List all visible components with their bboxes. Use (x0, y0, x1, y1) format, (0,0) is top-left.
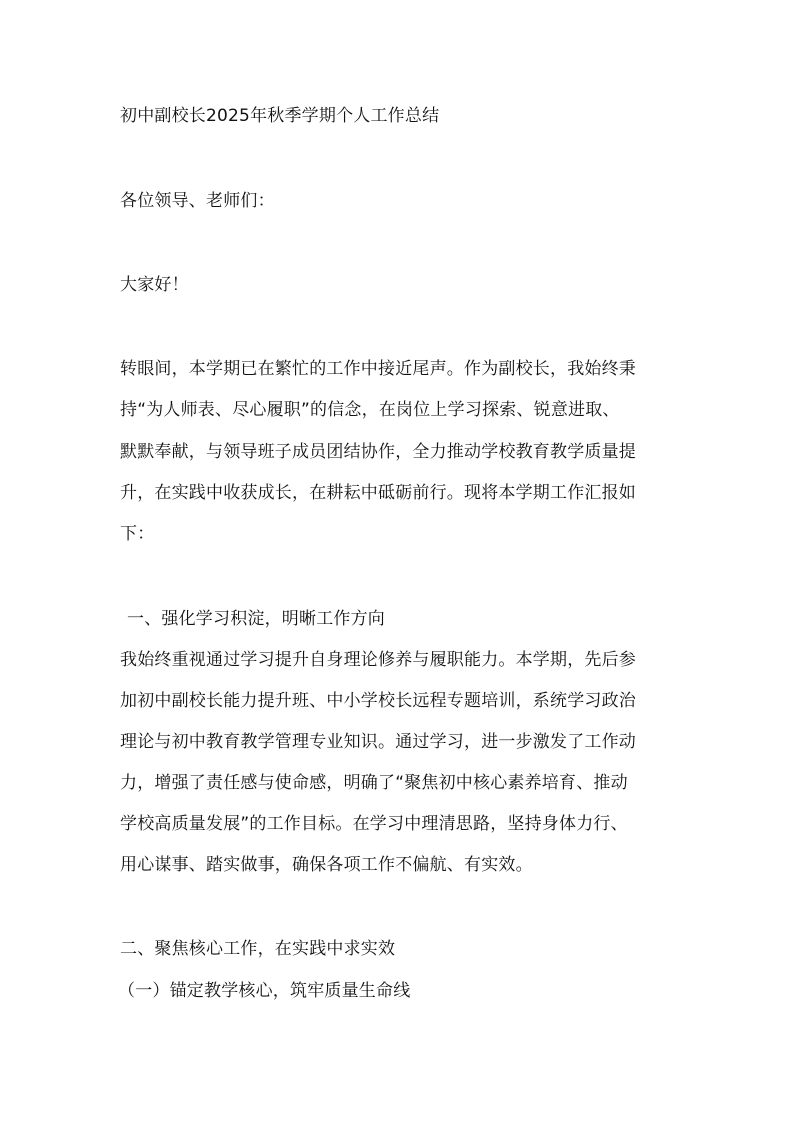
salutation: 各位领导、老师们： (120, 191, 275, 211)
section-2-heading: 二、聚焦核心工作，在实践中求实效 (120, 939, 396, 959)
paragraph-line: 理论与初中教育教学管理专业知识。通过学习，进一步激发了工作动 (120, 732, 636, 752)
paragraph-line: 加初中副校长能力提升班、中小学校长远程专题培训，系统学习政治 (120, 691, 636, 711)
document-title: 初中副校长2025年秋季学期个人工作总结 (120, 106, 440, 126)
paragraph-line: 学校高质量发展”的工作目标。在学习中理清思路，坚持身体力行、 (120, 814, 628, 834)
greeting: 大家好！ (120, 275, 189, 295)
section-2-subheading: （一）锚定教学核心，筑牢质量生命线 (118, 981, 411, 1001)
paragraph-line: 持“为人师表、尽心履职”的信念，在岗位上学习探索、锐意进取、 (120, 400, 620, 420)
paragraph-line: 我始终重视通过学习提升自身理论修养与履职能力。本学期，先后参 (120, 650, 636, 670)
paragraph-line: 下： (120, 524, 155, 544)
paragraph-line: 力，增强了责任感与使命感，明确了“聚焦初中核心素养培育、推动 (120, 773, 628, 793)
paragraph-line: 转眼间，本学期已在繁忙的工作中接近尾声。作为副校长，我始终秉 (120, 359, 636, 379)
paragraph-line: 默默奉献，与领导班子成员团结协作，全力推动学校教育教学质量提 (120, 442, 636, 462)
section-1-heading: 一、强化学习积淀，明晰工作方向 (127, 609, 385, 629)
paragraph-line: 用心谋事、踏实做事，确保各项工作不偏航、有实效。 (120, 855, 533, 875)
paragraph-line: 升，在实践中收获成长，在耕耘中砥砺前行。现将本学期工作汇报如 (120, 483, 636, 503)
